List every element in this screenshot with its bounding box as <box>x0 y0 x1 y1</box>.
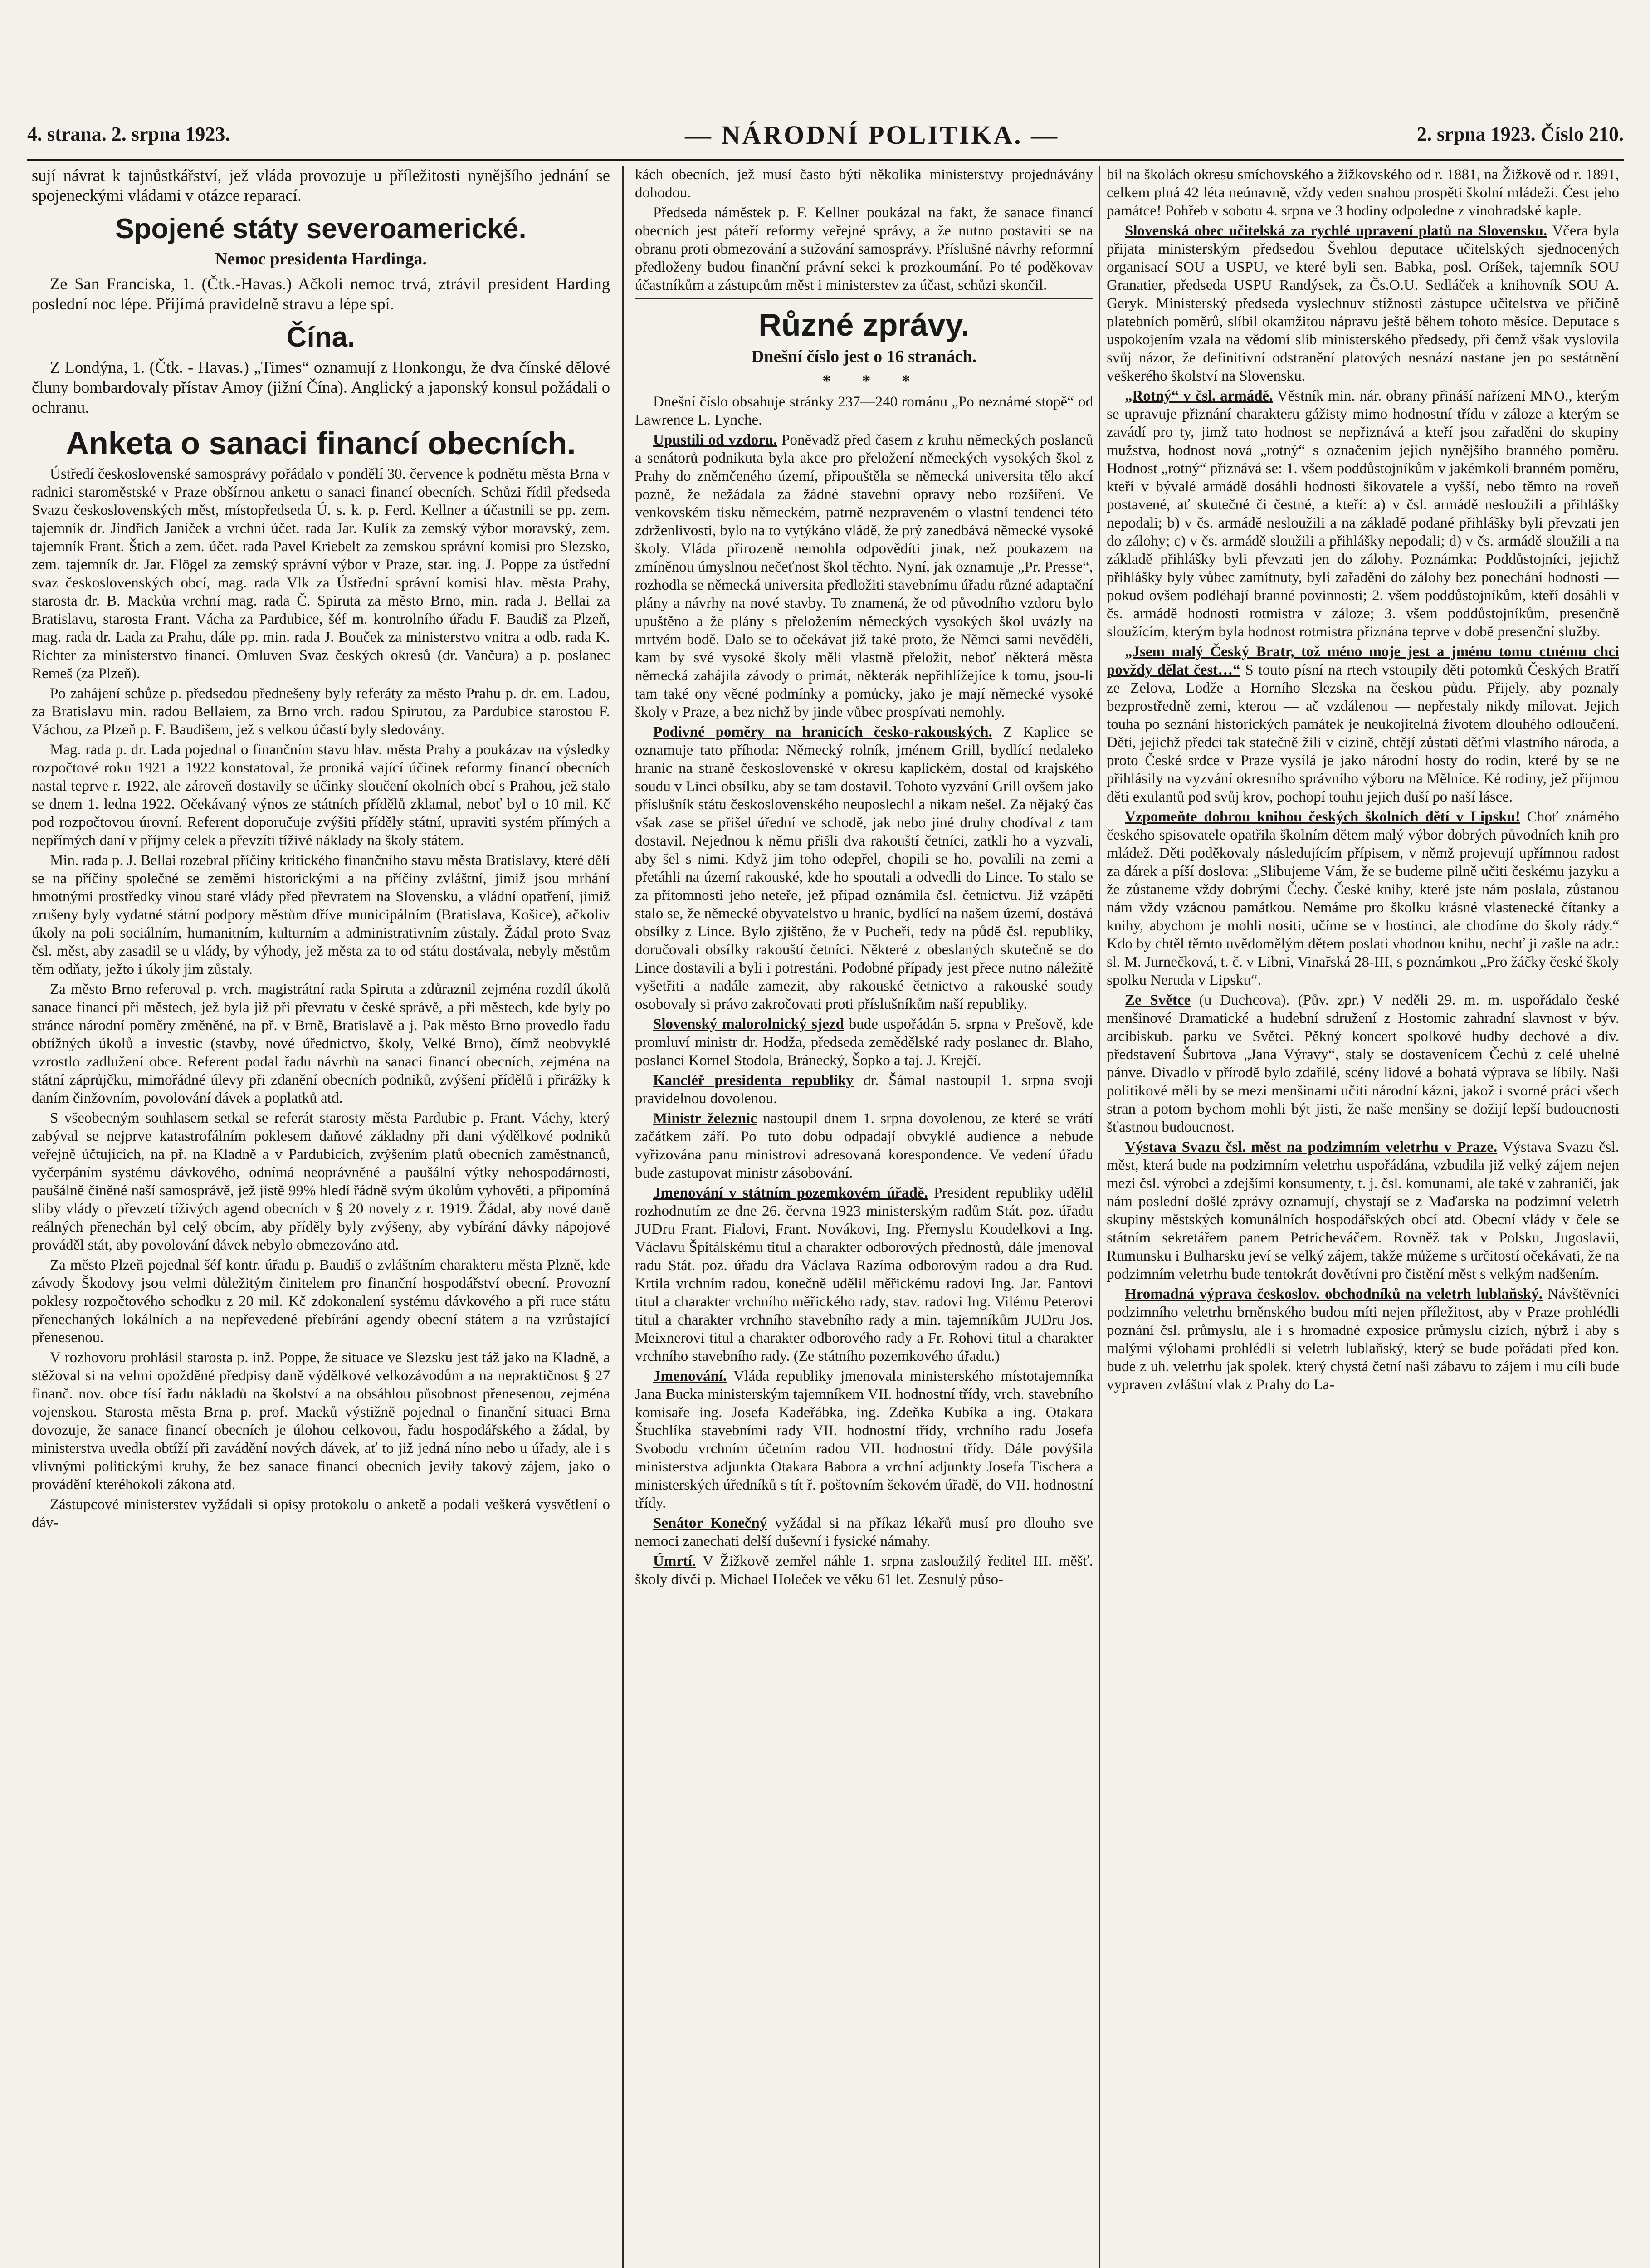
paragraph: Ze San Franciska, 1. (Čtk.-Havas.) Ačkoli nemoc trvá, ztrávil president Harding poslední noc lépe. Přijímá pravidelně stravu a lépe spí. <box>32 274 610 313</box>
paragraph: Z Kaplice se oznamuje tato příhoda: Německý rolník, jménem Grill, bydlící nedaleko hranic na straně československé v okresu kaplickém, dostal od krajského soudu v Linci obsílku, aby se tam dostavil. Tohoto vyzvání Grill ovšem jako příslušník státu československého neuposlechl a nikam nešel. Za nějaký čas však zase se přišel úřední ve schodě, jak nebo jiné druhy chodíval z tam dostavil. Nejednou k němu přišli dva rakouští četníci, zatkli ho a vyzvali, aby šel s nimi. Když jim toho odepřel, chopili se ho, povalili na zemi a přetáhli na území rakouské, kde ho spoutali a odvedli do Lince. To stalo se za přítomnosti jeho neteře, jež případ oznámila čsl. četnictvu. Již vzápětí stalo se, že německé obyvatelstvo u hranic, bydlící na našem území, dostává obsílky z Lince. Bylo zjištěno, že v Pucheři, tedy na půdě čsl. republiky, doručovali obsílky rakouští četníci. Některé z obeslaných skutečně se do Lince dostavili a byli i potrestáni. Podobné případy jest přece nutno náležitě vyšetřiti a nadále zamezit, aby rakouské četnictvo a rakouské soudy osobovaly si právo zakročovati proti příslušníkům naší republiky. <box>635 724 1093 1013</box>
item-title: Podivné poměry na hranicích česko-rakouských. <box>653 724 992 741</box>
section-rule <box>635 298 1093 299</box>
paragraph: kách obecních, jež musí často býti několika ministerstvy projednávány dohodou. <box>635 166 1093 201</box>
paragraph: Ústředí československé samosprávy pořádalo v pondělí 30. července k podnětu města Brna v radnici staroměstské v Praze obšírnou anketu o sanaci financí obecních. Schůzi řídil předseda Svazu československých měst, místopředseda Ú. s. k. p. Ferd. Kellner a účastnili se pp. zem. tajemník dr. Jindřich Janíček a vrchní účet. rada Jar. Kulík za zemský výbor moravský, zem. tajemník Frant. Štich a zem. účet. rada Pavel Kriebelt za zemskou správní komisi pro Slezsko, zem. tajemník dr. Jar. Flögel za zemský správní výbor v Praze, star. ing. J. Poppe za ústřední svaz československých obcí, mag. rada Vlk za Ústřední správní komisi hlav. města Prahy, starosta dr. B. Mackůa vrchní mag. rada Č. Spiruta za město Brno, min. rada J. Bellai za Bratislavu, starosta Frant. Vácha za Pardubice, šéf m. kontrolního úřadu F. Baudiš za Plzeň, mag. rada dr. Lada za Prahu, dále pp. min. rada J. Bouček za ministerstvo vnitra a odb. rada K. Richter za ministerstvo financí. Omluven Svaz českých okresů (dr. Vančura) a p. poslanec Remeš (za Plzeň). <box>32 465 610 682</box>
item-title: Úmrtí. <box>653 1553 696 1570</box>
paragraph: Předseda náměstek p. F. Kellner poukázal na fakt, že sanace financí obecních jest páteří reformy veřejné správy, a že nutno postaviti se na obranu proti obmezování a sužování samosprávy. Příslušné návrhy reformní předloženy budou finanční právní sekci k prozkoumání. Po té poděkovav účastníkům a zástupcům měst i ministerstev za účast, schůzi skončil. <box>635 205 1093 293</box>
paragraph: Min. rada p. J. Bellai rozebral příčiny kritického finančního stavu města Bratislavy, které dělí se na příčiny společné se zeměmi historickými a na příčiny zvláštní, jimiž jsou mrhání hmotnými prostředky vinou staré vlády před převratem na Slovensku, a vládní opatření, jimiž zrušeny byly vydatné státní podpory městům dříve municipálním (Bratislava, Košice), ačkoliv úkoly na poli sociálním, humanitním, kulturním a administrativním zůstaly. Žádal proto Svaz čsl. měst, aby zasadil se u vlády, by výhody, jež města za to od státu dostávala, nebyly městům těm odňaty, ježto i úkoly jim zůstaly. <box>32 852 610 978</box>
item-title: Senátor Konečný <box>653 1515 767 1532</box>
item-title: Výstava Svazu čsl. měst na podzimním veletrhu v Praze. <box>1125 1139 1498 1155</box>
item-title: Jmenování. <box>653 1368 727 1385</box>
header-page-date: 4. strana. 2. srpna 1923. <box>27 123 230 145</box>
paragraph: Dnešní číslo obsahuje stránky 237—240 románu „Po neznámé stopě“ od Lawrence L. Lynche. <box>635 394 1093 429</box>
column-3 <box>1107 166 1619 2268</box>
header-issue-number: 2. srpna 1923. Číslo 210. <box>1417 123 1624 145</box>
column-divider <box>1099 166 1100 2268</box>
item-title: Hromadná výprava českoslov. obchodníků na veletrh lublaňský. <box>1125 1286 1543 1302</box>
column-1 <box>32 166 610 2268</box>
item-title: Upustili od vzdoru. <box>653 432 777 449</box>
paragraph: Včera byla přijata ministerským předsedou Švehlou deputace učitelských sjednocených organisací SOU a USPU, ve které byli sen. Babka, posl. Oríšek, tajemník SOU Granatier, předseda USPU Randýsek, za Čs.O.U. Sedláček a knihovník SOU A. Geryk. Ministerský předseda vyslechnuv stížnosti zástupce učitelstva ve příčině platebních poměrů, slíbil okamžitou nápravu ještě během tohoto měsíce. Deputace s uspokojením vzala na vědomí slib ministerského předsedy, při čemž však vyslovila svůj názor, že definitivní odstranění platových nesnází nastane jen po sestátnění veškerého školství na Slovensku. <box>1107 223 1619 384</box>
page-header <box>27 122 1624 161</box>
paragraph: Vláda republiky jmenovala ministerského místotajemníka Jana Bucka ministerským tajemníkem VII. hodnostní třídy, vrch. stavebního komisaře ing. Josefa Kadeřábka, ing. Zdeňka Kubíka a ing. Otakara Štuchlíka stavebními rady VII. hodnostní třídy, vrchního radu Josefa Svobodu vrchním účetním radou VII. hodnostní třídy. Dále povýšila ministerstva adjunkta Otakara Babora a vrchní adjunkty Josefa Tischera a ministerských úředníků s tít ř. poštovním šekovém úřadě, do VII. hodnostní třídy. <box>635 1368 1093 1512</box>
item-title: Jmenování v státním pozemkovém úřadě. <box>653 1185 928 1202</box>
paragraph: vyžádal si na příkaz lékařů musí pro dlouho sve nemoci zanechati delší duševní i fysické námahy. <box>635 1515 1093 1550</box>
section-heading-usa: Spojené státy severoamerické. <box>115 213 527 245</box>
item-title: „Jsem malý Český Bratr, tož méno moje jest a jménu tomu ctnému chci povždy dělat čest…“ <box>1107 644 1619 678</box>
paragraph: Choť známého českého spisovatele opatřila školním dětem malý výbor dobrých původních knih pro mládež. Děti poděkovaly následujícím přípisem, v němž projevují upřímnou radost za dárek a píší doslova: „Slibujeme Vám, že se budeme pilně učiti českému jazyku a že zůstaneme vždy dobrými Čechy. České knihy, které jste nám poslala, zůstanou nám vždy vzácnou památkou. Nemáme pro školku krásné vlastenecké čítanky a knihy, abychom je mohli nositi, učíme se v hostinci, ale chodíme do školy rády.“ Kdo by chtěl těmto uvědomělým dětem poslati vhodnou knihu, nechť ji zašle na adr.: sl. M. Jurnečková, t. č. v Libni, Vinařská 28-III, s poznámkou „Pro žáčky české školy spolku Neruda v Lipsku“. <box>1107 809 1619 988</box>
paragraph: S touto písní na rtech vstoupily děti potomků Českých Bratří ze Zelova, Lodže a Horního Slezska na českou půdu. Přijely, aby poznaly bezprostředně zemi, kterou — ač vzdálenou — nepřestaly nikdy milovat. Jejich touha po seznání historických památek je neukojitelná životem dlouhého odloučení. Děti, jejichž předci tak statečně žili v cizině, chtějí zůstati děťmi vlastního národa, a proto České srdce v Praze vysílá je jako národní hosty do rodin, které by se ne přihlásily na vyzvání okresního správního výboru na Mělníce. Ké rodiny, jež přijmou děti exulantů pod svůj krov, pochopí touhu jejich duší po naší lásce. <box>1107 662 1619 805</box>
paragraph: Mag. rada p. dr. Lada pojednal o finančním stavu hlav. města Prahy a poukázav na výsledky rozpočtové roku 1921 a 1922 konstatoval, že proniká vající účinek reformy financí obecních nastal teprve r. 1922, ale zároveň dostavily se účinky sloučení okolních obcí s Prahou, jež stalo se dnem 1. ledna 1922. Očekávaný výnos ze státních přídělů zklamal, neboť byl o 10 mil. Kč pod rozpočtovou úrovní. Referent doporučuje zvýšiti příděly státní, upraviti systém přímých a nepřímých daní v příjmy celek a převzíti tíživé náklady na školy státem. <box>32 741 610 849</box>
paragraph: Výstava Svazu čsl. měst, která bude na podzimním veletrhu uspořádána, vzbudila již velký zájem nejen mezi čsl. výrobci a zdejšími konsumenty, t. j. čsl. komunami, ale také v zahraničí, jak nám poslední došlé zprávy oznamují, chystají se z Maďarska na podzimní veletrh skupiny městských komunálních hospodářských obcí atd. Obecní vlády v čele se státním sekretářem panem Petricheváčem. Rovněž tak v Polsku, Jugoslavii, Rumunsku i Bulharsku jeví se velký zájem, takže můžeme s určitostí očekávati, že na podzimním veletrhu bude tentokrát dovětívni pro čistění měst s velkým nadšením. <box>1107 1139 1619 1282</box>
item-title: Slovenská obec učitelská za rychlé upravení platů na Slovensku. <box>1125 223 1547 239</box>
item-title: Kancléř presidenta republiky <box>653 1072 854 1089</box>
paragraph: S všeobecným souhlasem setkal se referát starosty města Pardubic p. Frant. Váchy, který zabýval se nejprve katastrofálním poklesem daňové základny při dani výdělkové podniků veřejně účtujících, na př. na Kladně a v Pardubicích, zvýšením platů obecních zaměstnanců, vyčerpáním systému dávkového, odnímá neoprávněné a paušální výtky nehospodárnosti, paušálně činěné naší samosprávě, jež jistě 99% hledí řádně svým úkolům vyhověti, a připomíná sliby vlády o převzetí tíživých agend obecních v § 20 novely z r. 1919. Žádal, aby nové daně reálných přenechán byl celý obcím, aby příděly byly zvýšeny, aby vybírání dávky nápojové prováděl stát, aby povolování dávek nebylo obmezováno atd. <box>32 1110 610 1253</box>
paragraph: Za město Brno referoval p. vrch. magistrátní rada Spiruta a zdůraznil zejména rozdíl úkolů sanace financí při městech, jež byla již při převratu v české správě, a při městech, kde byly po stránce národní poměry změněné, na př. v Brně, Bratislavě a j. Pak město Brno provedlo řadu obtížných úkolů a investic (stavby, nové úřednictvo, školy, Velké Brno), čímž neobvyklé vzrostlo zadlužení obce. Referent podal řadu návrhů na sanaci financí obecních, zejména na státní záprůjčku, mimořádné úlevy při zdanění obecních podniků, zvýšení přídělů i přirážky k daním činžovním, povolování dávek a poplatků atd. <box>32 981 610 1106</box>
paragraph: Návštěvníci podzimního veletrhu brněnského budou míti nejen příležitost, aby v Praze prohlédli poznání čsl. průmyslu, ale i s hromadné exposice průmyslu cizích, nýbrž i aby s malými výlohami prohlédli si veletrh lublaňský, který se bude pořádati před kon. bude z uh. veletrhu jak spolek. který chystá četní naši zábavu to zájem i mu cíli bude vypraven zvláštní vlak z Prahy do La- <box>1107 1286 1619 1393</box>
item-title: Ze Světce <box>1125 992 1191 1008</box>
subheading: Dnešní číslo jest o 16 stranách. <box>751 347 977 366</box>
item-title: Vzpomeňte dobrou knihou českých školních dětí v Lipsku! <box>1125 809 1520 825</box>
separator-stars: * * * <box>822 371 924 391</box>
column-divider <box>622 166 624 2268</box>
paragraph: V Žižkově zemřel náhle 1. srpna zasloužilý ředitel III. měšť. školy dívčí p. Michael Holeček ve věku 61 let. Zesnulý půso- <box>635 1553 1093 1588</box>
paragraph: nastoupil dnem 1. srpna dovolenou, ze které se vrátí začátkem září. Po tuto dobu odpadají obvyklé audience a nebude vyřizována panu ministrovi adresovaná korespondence. Ve vedení úřadu bude zastupovat ministr zásobování. <box>635 1110 1093 1182</box>
item-title: „Rotný“ v čsl. armádě. <box>1125 388 1273 404</box>
paragraph: Zástupcové ministerstev vyžádali si opisy protokolu o anketě a podali veškerá vysvětlení o dáv- <box>32 1496 610 1531</box>
paragraph: bude uspořádán 5. srpna v Prešově, kde promluví ministr dr. Hodža, předseda zemědělské rady poslanec dr. Blaho, poslanci Kornel Stodola, Bránecký, Šopko a taj. J. Krejčí. <box>635 1016 1093 1069</box>
paragraph: Věstník min. nár. obrany přináší nařízení MNO., kterým se upravuje přiznání charakteru gážisty mimo hodnostní třídu v záloze a kterým se zavádí pro ty, jimž tato hodnost se nepřiznává a kteří jsou zařaděni do skupiny mužstva, hodnost nová „rotný“ s označením jejich nynějšího branného poměru. Hodnost „rotný“ přiznává se: 1. všem poddůstojníkům v jakémkoli branném poměru, kteří v bývalé armádě dosáhli hodnosti šikovatele a vyšší, nebo těmto na roveň postavené, ať skutečné či čestné, a kteří: a) v čsl. armádě nesloužili a přihlášky nepodali; b) v čs. armádě nesloužili a na základě podané přihlášky byli převzati jen do zálohy; c) v čs. armádě sloužili a přihlášky nepodali; d) v čs. armádě sloužili a na základě přihlášky byli převzati jen do zálohy. Poznámka: Poddůstojníci, jejichž přihlášky byly vůbec zamítnuty, byli zařaděni do zálohy bez ponechání hodnosti — pokud ovšem podléhají branné povinnosti; 2. všem poddůstojníkům, kteří dosáhli v čs. armádě hodnosti rotmistra v záloze; 3. všem poddůstojníkům, presenčně sloužícím, kterým byla hodnost rotmistra přiznána teprve v době presenční služby. <box>1107 388 1619 640</box>
paragraph: dr. Šámal nastoupil 1. srpna svoji pravidelnou dovolenou. <box>635 1072 1093 1107</box>
item-title: Ministr železnic <box>653 1110 757 1127</box>
paragraph: President republiky udělil rozhodnutím ze dne 26. června 1923 ministerským radům Stát. poz. úřadu JUDru Frant. Fialovi, Frant. Novákovi, Ing. Přemyslu Koudelkovi a Ing. Václavu Špitálskému titul a charakter odborových přednostů, dále jmenoval radu Stát. poz. úřadu dra Václava Razíma odborovým radou a dra Rud. Krtila vrchním radou, konečně udělil měřickému radovi Ing. Jar. Fantovi titul a charakter vrchního měřického rady, stav. radovi Ing. Vilému Peterovi titul a charakter vrchního stavebního rady a min. tajemníkům JUDru Jos. Meixnerovi titul a charakter odborového rady a Fr. Rohovi titul a charakter vrchního stavebního rady. (Ze státního pozemkového úřadu.) <box>635 1185 1093 1365</box>
article-heading-anketa: Anketa o sanaci financí obecních. <box>66 425 576 461</box>
section-heading-ruzne-zpravy: Různé zprávy. <box>758 307 970 342</box>
paragraph: Z Londýna, 1. (Čtk. - Havas.) „Times“ oznamují z Honkongu, že dva čínské dělové čluny bombardovaly přístav Amoy (jižní Čína). Anglický a japonský konsul požádali o ochranu. <box>32 358 610 417</box>
paragraph: bil na školách okresu smíchovského a žižkovského od r. 1881, na Žižkově od r. 1891, celkem plná 42 léta neúnavně, vždy veden snahou prospěti školní mládeži. Čest jeho památce! Pohřeb v sobotu 4. srpna ve 3 hodiny odpoledne z vinohradské kaple. <box>1107 166 1619 219</box>
item-title: Slovenský malorolnický sjezd <box>653 1016 844 1033</box>
paragraph: sují návrat k tajnůstkářství, jež vláda provozuje u příležitosti nynějšího jednání se spojeneckými vládami v otázce reparací. <box>32 166 610 205</box>
subheading: Nemoc presidenta Hardinga. <box>215 249 427 269</box>
masthead-title: — NÁRODNÍ POLITIKA. — <box>685 120 1059 150</box>
paragraph: (u Duchcova). (Pův. zpr.) V neděli 29. m. m. uspořádalo české menšinové Dramatické a hudební sdružení z Hostomic zahradní slavnost v býv. arcibiskub. parku ve Světci. Pěkný koncert spolkové hudby dechové a div. představení Šubrtova „Jana Výravy“, staly se dostavenícem Čechů z celé uhelné pánve. Divadlo v přírodě bylo zdařilé, scény lidové a bohatá výprava se líbily. Naši politikové měli by se mezi menšinami učiti národní kázni, jakož i svorné práci všech stran a potom bychom mohli být jisti, že naše menšiny se dožijí lepší budoucnosti šťastnou budoucnost. <box>1107 992 1619 1135</box>
paragraph: Za město Plzeň pojednal šéf kontr. úřadu p. Baudiš o zvláštním charakteru města Plzně, kde závody Škodovy jsou velmi důležitým činitelem pro finanční hospodářství obecní. Provozní poklesy rozpočtového schodku z 20 mil. Kč zdokonalení systému dávkového a při ruce státu přenechaných lokálních a na nepřevedené přebírání agendy obecní státem a na vzrůstající přenesenou. <box>32 1256 610 1346</box>
paragraph: V rozhovoru prohlásil starosta p. inž. Poppe, že situace ve Slezsku jest táž jako na Kladně, a stěžoval si na velmi opožděné předpisy daně výdělkové velkozávodům a na nepraktičnost § 27 finanč. nov. obce tísí řadu nákladů na školství a na obsáhlou působnost přenesenou, zejména vojenskou. Starosta města Brna p. prof. Macků výstižně pojednal o finanční situaci Brna dovozuje, že sanace financí obecních je úlohou celkovou, řadu hospodářského a žádal, by ministerstva uvedla obtíží při zavádění nových dávek, ať to již jedná níno nebo u úřady, ale i s vlivnými politickými kruhy, že bez sanace financí obecních jeviły takový zájem, jako o provádění kteréhokoli zákona atd. <box>32 1349 610 1493</box>
paragraph: Po zahájení schůze p. předsedou přednešeny byly referáty za město Prahu p. dr. em. Ladou, za Bratislavu min. radou Bellaiem, za Brno vrch. radou Spirutou, za Pardubice starostou F. Váchou, za Plzeň p. F. Baudišem, jež s velkou účastí byly sledovány. <box>32 685 610 738</box>
column-2 <box>635 166 1093 2268</box>
paragraph: Poněvadž před časem z kruhu německých poslanců a senátorů podnikuta byla akce pro přeložení německých vysokých škol z Prahy do zněmčeného území, připouštěla se německá universita tělo akcí pozně, že nežádala za žádné stavební opravy nebo rozšíření. Ve venkovském tisku německém, patrně nezpraveném o vlastní tendenci této zdrženlivosti, bylo na to vytýkáno vládě, že prý zanedbává německé vysoké školy. Vláda přirozeně nemohla odpovědíti jinak, než poukazem na zmíněnou úmyslnou nečeťnost škol těchto. Nyní, jak oznamuje „Pr. Presse“, rozhodla se německá universita předložiti stavebnímu úřadu různé adaptační plány a návrhy na nové stavby. To znamená, že od původního vzdoru bylo upuštěno a že plány s přeložením německých vysokých škol uvázly na mrtvém bodě. Dalo se to očekávat již také proto, že Němci sami nevěděli, kam by své vysoké školy měli vlastně přeložit, neboť některá města německá zahájila závody o primát, některák nepřihlížejíce k tomu, jsou-li tam také ony věcné podmínky a pomůcky, jako je mají německé vysoké školy v Praze, a bez nichž by jinde vůbec prospívati nemohly. <box>635 432 1093 721</box>
section-heading-china: Čína. <box>286 322 356 353</box>
